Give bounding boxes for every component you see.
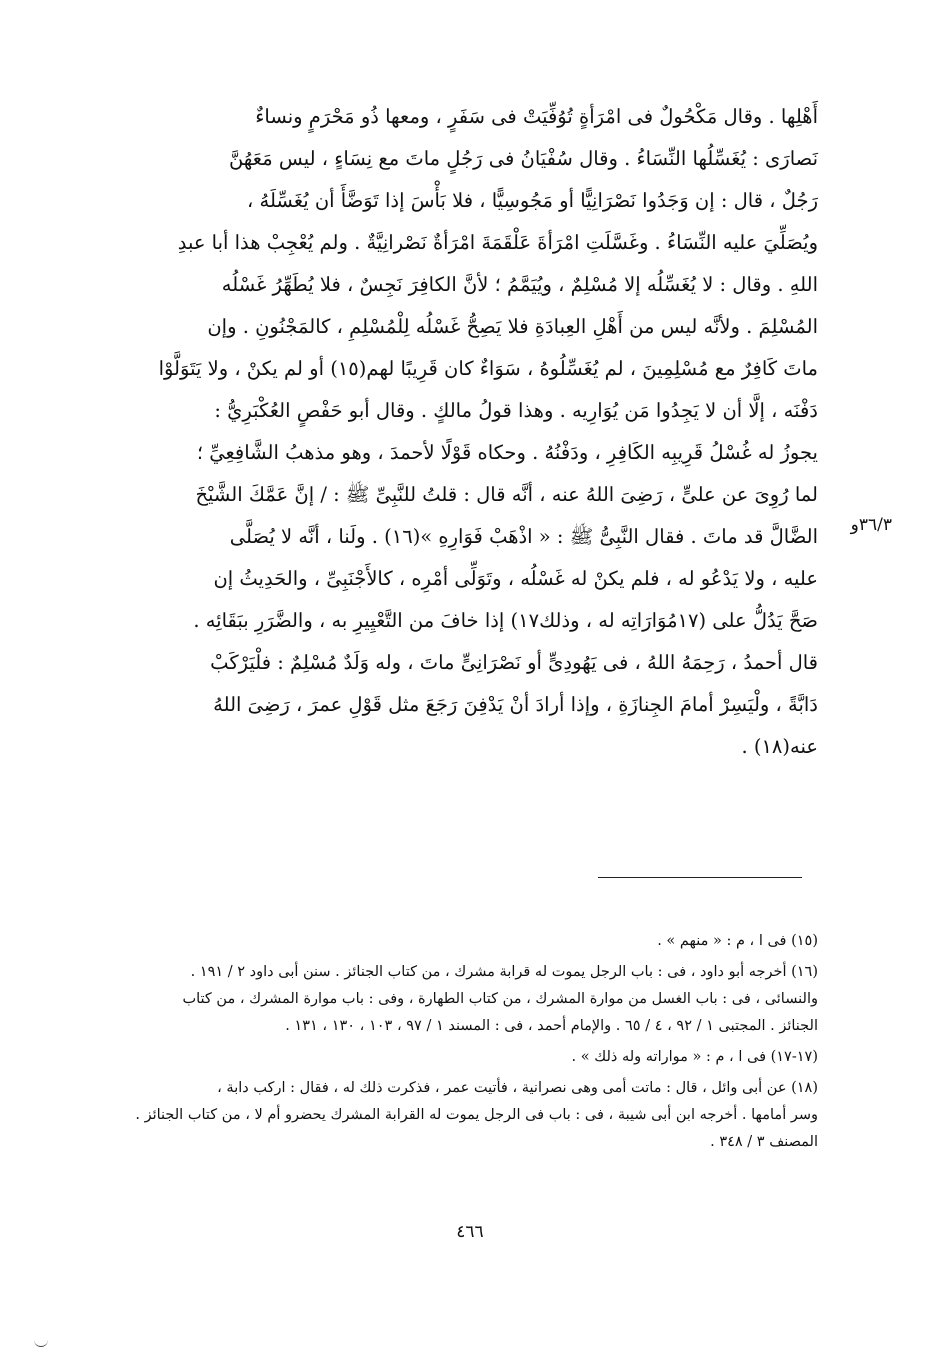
footnote-line: (١٨) عن أبى وائل ، قال : ماتت أمى وهى نصرانية ، فأتيت عمر ، فذكرت ذلك له ، فقال : اركب دابة ، xyxy=(217,1080,818,1096)
text-line: عليه ، ولا يَدْعُو له ، فلم يكنْ له غَسْلُه ، وتَوَلِّى أمْرِه ، كالأَجْنَبِىِّ ، والحَدِيثُ إن xyxy=(213,567,818,590)
text-line: رَجُلٌ ، قال : إن وَجَدُوا نَصْرَانِيًّا أو مَجُوسِيًّا ، فلا بَأْسَ إذا تَوَضَّأَ أن يُغَسِّلَهُ ، xyxy=(247,189,818,212)
footnote-line: وسر أمامها . أخرجه ابن أبى شيبة ، فى : باب فى الرجل يموت له القرابة المشرك يحضرو أم لا ، من كتاب الجنائز . xyxy=(135,1107,818,1123)
text-line: دَابَّةً ، ولْيَسِرْ أمامَ الجِنازَةِ ، وإذا أرادَ أنْ يَدْفِنَ رَجَعَ مثل قَوْلِ عمرَ ، رَضِىَ اللهُ xyxy=(213,693,818,716)
footnote-17 xyxy=(118,1044,818,1071)
scan-corner-mark xyxy=(34,1338,48,1347)
text-line: اللهِ . وقال : لا يُغَسِّلُه إلا مُسْلِمٌ ، ويُيَمَّمُ ؛ لأنَّ الكافِرَ نَجِسٌ ، فلا يُطَهِّرُ غَسْلُه xyxy=(221,273,818,296)
footnote-line: (١٥) فى ا ، م : « منهم » . xyxy=(657,933,818,949)
footnote-line: المصنف ٣ / ٣٤٨ . xyxy=(710,1134,818,1150)
text-line: المُسْلِمَ . ولأنَّه ليس من أَهْلِ العِبادَةِ فلا يَصِحُّ غَسْلُه لِلْمُسْلِمِ ، كالمَجْنُونِ . وإن xyxy=(207,315,818,338)
margin-folio-note: ٣٦/٣و xyxy=(850,515,892,535)
footnote-line: (١٧-١٧) فى ا ، م : « مواراته وله ذلك » . xyxy=(571,1049,818,1065)
page-number: ٤٦٦ xyxy=(456,1222,484,1242)
main-text-block xyxy=(118,96,818,768)
footnote-line: (١٦) أخرجه أبو داود ، فى : باب الرجل يموت له قرابة مشرك ، من كتاب الجنائز . سنن أبى داود ٢ / ١٩١ . xyxy=(190,964,818,980)
text-line: ماتَ كَافِرٌ مع مُسْلِمِينَ ، لم يُغَسِّلُوهُ ، سَوَاءٌ كان قَرِيبًا لهم(١٥) أو لم يكنْ ، ولا يَتَوَلَّوْا xyxy=(158,357,818,380)
text-line: صَحَّ يَدُلُّ على (١٧مُوَارَاتِه له ، وذلك١٧) إذا خافَ من التَّعْيِيرِ به ، والضَّرَرِ ببَقَائِه . xyxy=(193,609,818,632)
footnote-line: الجنائز . المجتبى ١ / ٩٢ ، ٤ / ٦٥ . والإمام أحمد ، فى : المسند ١ / ٩٧ ، ١٠٣ ، ١٣٠ ، ١٣١ . xyxy=(285,1018,818,1034)
text-line: لما رُوِىَ عن علىٍّ ، رَضِىَ اللهُ عنه ، أنَّه قال : قلتُ للنَّبِىِّ ﷺ : / إنَّ عَمَّكَ الشَّيْخَ xyxy=(195,483,818,506)
text-line: الضَّالَّ قد ماتَ . فقال النَّبِىُّ ﷺ : « اذْهَبْ فَوَارِهِ »(١٦) . ولَنا ، أنَّه لا يُصَلَّى xyxy=(229,525,818,548)
text-line: قال أحمدُ ، رَحِمَهُ اللهُ ، فى يَهُودِىٍّ أو نَصْرَانِىٍّ ماتَ ، وله وَلَدٌ مُسْلِمٌ : فلْيَرْكَبْ xyxy=(210,651,818,674)
footnotes-block xyxy=(118,928,818,1160)
text-line: نَصارَى : يُغَسِّلُها النِّسَاءُ . وقال سُفْيَانُ فى رَجُلٍ ماتَ مع نِسَاءٍ ، ليس مَعَهُنَّ xyxy=(228,147,818,170)
footnote-16 xyxy=(118,959,818,1040)
text-line: أَهْلِها . وقال مَكْحُولٌ فى امْرَأةٍ تُوُفِّيَتْ فى سَفَرٍ ، ومعها ذُو مَحْرَمٍ ونساءٌ xyxy=(255,105,818,128)
footnote-divider xyxy=(598,877,802,878)
text-line: دَفْنَه ، إلَّا أن لا يَجِدُوا مَن يُوَارِيه . وهذا قولُ مالكٍ . وقال أبو حَفْصٍ العُكْبَرِيُّ : xyxy=(214,399,818,422)
text-line: يجوزُ له غُسْلُ قَرِيبِه الكَافِرِ ، ودَفْنُهُ . وحكاه قَوْلًا لأحمدَ ، وهو مذهبُ الشَّافِعِيِّ ؛ xyxy=(196,441,818,464)
footnote-18 xyxy=(118,1075,818,1156)
text-line: ويُصَلِّيَ عليه النِّسَاءُ . وغَسَّلَتِ امْرَأةَ عَلْقَمَةَ امْرَأةٌ نَصْرانِيَّةٌ . ولم يُعْجِبْ هذا أبا عبدِ xyxy=(177,231,818,254)
footnote-line: والنسائى ، فى : باب الغسل من موارة المشرك ، من كتاب الطهارة ، وفى : باب موارة المشرك ، من كتاب xyxy=(182,991,818,1007)
footnote-15 xyxy=(118,928,818,955)
text-line: عنه(١٨) . xyxy=(741,735,818,758)
